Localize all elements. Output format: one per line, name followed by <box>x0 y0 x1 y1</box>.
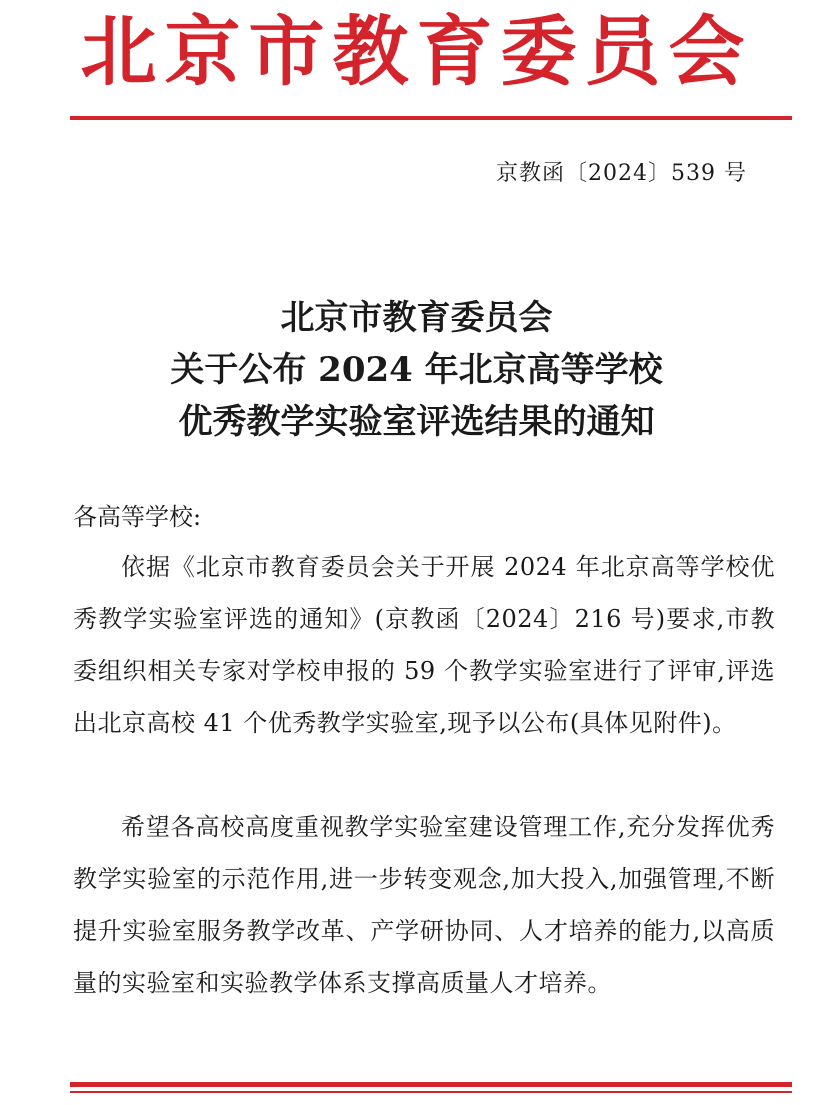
body-paragraph-2: 希望各高校高度重视教学实验室建设管理工作,充分发挥优秀教学实验室的示范作用,进一步转变观念,加大投入,加强管理,不断提升实验室服务教学改革、产学研协同、人才培养的能力,以高质量的实验室和实验教学体系支撑高质量人才培养。 <box>73 813 775 997</box>
masthead-red-rule <box>70 116 792 120</box>
issuer-masthead: 北京市教育委员会 <box>80 7 753 96</box>
footer-rule-thin <box>70 1091 792 1093</box>
title-line-3: 优秀教学实验室评选结果的通知 <box>178 402 655 442</box>
title-line-2: 关于公布 2024 年北京高等学校 <box>170 350 663 390</box>
body-paragraph-1: 依据《北京市教育委员会关于开展 2024 年北京高等学校优秀教学实验室评选的通知》(京教函〔2024〕216 号)要求,市教委组织相关专家对学校申报的 59 个教学实验室进行了评审,评选出北京高校 41 个优秀教学实验室,现予以公布(具体见附件)。 <box>73 553 775 737</box>
salutation: 各高等学校: <box>73 503 202 531</box>
footer-rule-thick <box>70 1082 792 1087</box>
document-title <box>0 292 833 448</box>
document-number: 京教函〔2024〕539 号 <box>496 161 747 186</box>
title-line-1: 北京市教育委员会 <box>280 298 553 338</box>
